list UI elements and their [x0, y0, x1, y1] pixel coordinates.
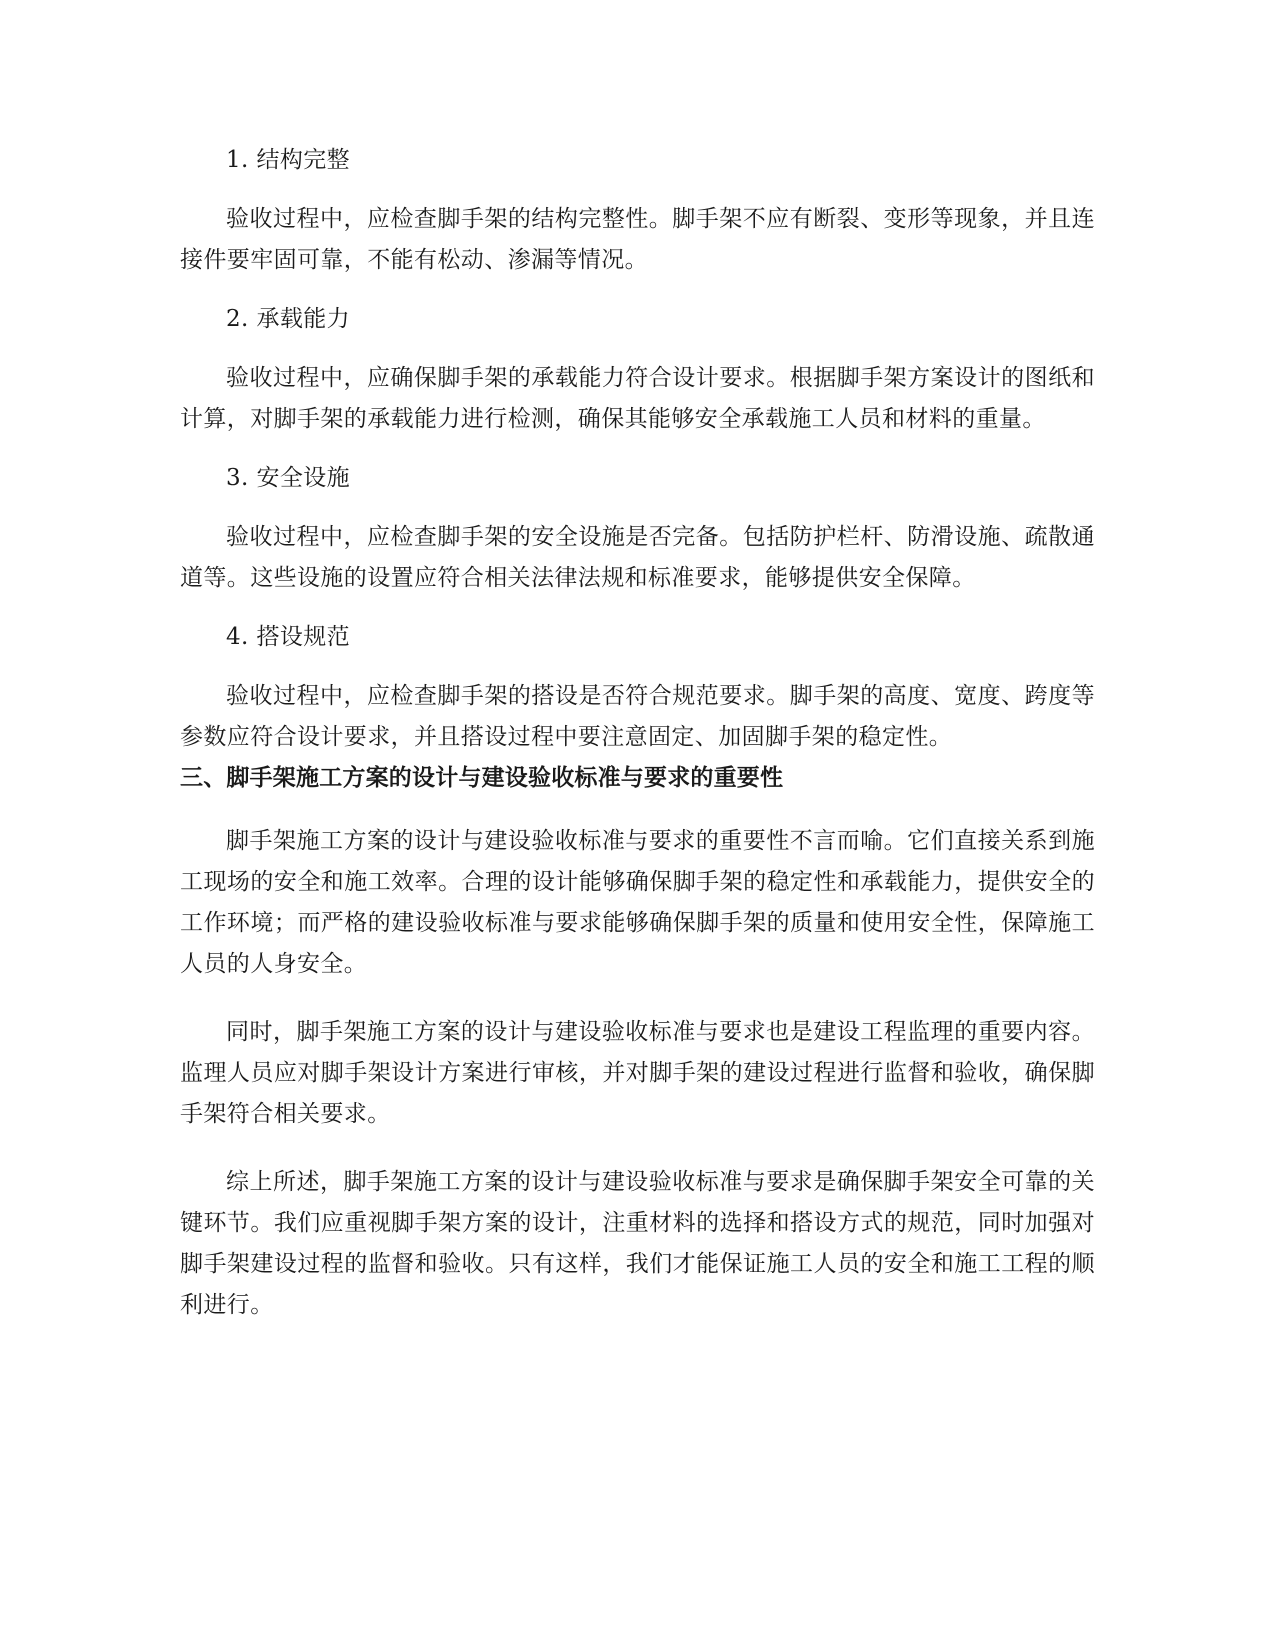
subheading-structure: 1. 结构完整: [226, 147, 351, 173]
subheading-safety: 3. 安全设施: [226, 465, 351, 491]
paragraph-erection: 验收过程中，应检查脚手架的搭设是否符合规范要求。脚手架的高度、宽度、跨度等参数应符合设计要求，并且搭设过程中要注意固定、加固脚手架的稳定性。: [180, 683, 1095, 750]
paragraph-safety: 验收过程中，应检查脚手架的安全设施是否完备。包括防护栏杆、防滑设施、疏散通道等。这些设施的设置应符合相关法律法规和标准要求，能够提供安全保障。: [180, 524, 1095, 591]
document-page: [180, 140, 1095, 1326]
subheading-erection: 4. 搭设规范: [226, 624, 351, 650]
paragraph-supervision: 同时，脚手架施工方案的设计与建设验收标准与要求也是建设工程监理的重要内容。监理人员应对脚手架设计方案进行审核，并对脚手架的建设过程进行监督和验收，确保脚手架符合相关要求。: [180, 1019, 1095, 1127]
paragraph-capacity: 验收过程中，应确保脚手架的承载能力符合设计要求。根据脚手架方案设计的图纸和计算，对脚手架的承载能力进行检测，确保其能够安全承载施工人员和材料的重量。: [180, 365, 1095, 432]
subheading-capacity: 2. 承载能力: [226, 306, 351, 332]
section-heading: 三、脚手架施工方案的设计与建设验收标准与要求的重要性: [180, 765, 784, 791]
paragraph-conclusion: 综上所述，脚手架施工方案的设计与建设验收标准与要求是确保脚手架安全可靠的关键环节。我们应重视脚手架方案的设计，注重材料的选择和搭设方式的规范，同时加强对脚手架建设过程的监督和验收。只有这样，我们才能保证施工人员的安全和施工工程的顺利进行。: [180, 1169, 1095, 1318]
paragraph-structure: 验收过程中，应检查脚手架的结构完整性。脚手架不应有断裂、变形等现象，并且连接件要牢固可靠，不能有松动、渗漏等情况。: [180, 206, 1095, 273]
paragraph-importance: 脚手架施工方案的设计与建设验收标准与要求的重要性不言而喻。它们直接关系到施工现场的安全和施工效率。合理的设计能够确保脚手架的稳定性和承载能力，提供安全的工作环境；而严格的建设验收标准与要求能够确保脚手架的质量和使用安全性，保障施工人员的人身安全。: [180, 828, 1095, 977]
